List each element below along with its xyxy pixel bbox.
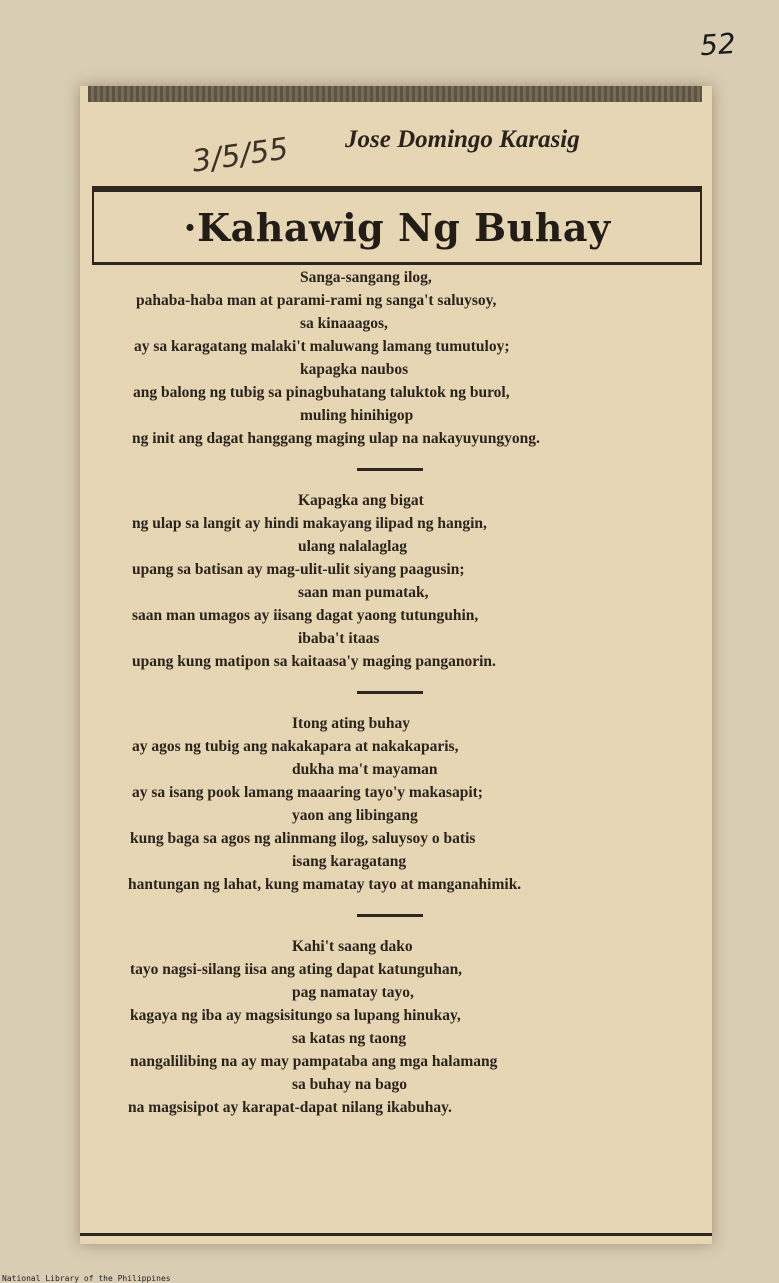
stanza-divider <box>357 914 423 917</box>
newspaper-clipping <box>80 86 712 1244</box>
poem-title: ·Kahawig Ng Buhay <box>183 204 611 250</box>
stanza <box>80 712 712 896</box>
author-name: Jose Domingo Karasig <box>345 126 580 153</box>
poem-line: ay sa karagatang malaki't maluwang lamang tumutuloy; <box>134 338 510 355</box>
poem-line: ng init ang dagat hanggang maging ulap na nakayuyungyong. <box>132 430 540 447</box>
poem-line: na magsisipot ay karapat-dapat nilang ikabuhay. <box>128 1099 452 1116</box>
title-box <box>92 186 702 265</box>
poem-line: isang karagatang <box>292 853 407 870</box>
top-rule <box>88 86 702 102</box>
poem-line: kapagka naubos <box>300 361 409 378</box>
stanza <box>80 489 712 673</box>
poem-line: Sanga-sangang ilog, <box>300 269 432 286</box>
poem-line: dukha ma't mayaman <box>292 761 438 778</box>
poem-line: saan man pumatak, <box>298 584 429 601</box>
poem-line: sa buhay na bago <box>292 1076 408 1093</box>
poem-line: Itong ating buhay <box>292 715 411 732</box>
poem-line: kagaya ng iba ay magsisitungo sa lupang hinukay, <box>130 1007 461 1024</box>
poem-line: pahaba-haba man at parami-rami ng sanga't saluysoy, <box>136 292 497 309</box>
poem-line: Kahi't saang dako <box>292 938 413 955</box>
poem-line: ang balong ng tubig sa pinagbuhatang taluktok ng burol, <box>133 384 510 401</box>
bottom-rule <box>80 1233 712 1236</box>
footer-credit: National Library of the Philippines <box>2 1274 171 1283</box>
poem-line: sa kinaaagos, <box>300 315 388 332</box>
poem-line: muling hinihigop <box>300 407 414 424</box>
poem-line: kung baga sa agos ng alinmang ilog, saluysoy o batis <box>130 830 476 847</box>
poem-line: ulang nalalaglag <box>298 538 407 555</box>
poem-line: upang sa batisan ay mag-ulit-ulit siyang paagusin; <box>132 561 465 578</box>
poem-line: hantungan ng lahat, kung mamatay tayo at manganahimik. <box>128 876 522 893</box>
page-number: 52 <box>698 26 737 63</box>
poem-line: pag namatay tayo, <box>292 984 414 1001</box>
stanza-divider <box>357 468 423 471</box>
poem-line: sa katas ng taong <box>292 1030 407 1047</box>
poem-line: saan man umagos ay iisang dagat yaong tutunguhin, <box>132 607 479 624</box>
stanza <box>80 935 712 1119</box>
poem-line: ibaba't itaas <box>298 630 380 647</box>
poem-line: upang kung matipon sa kaitaasa'y maging panganorin. <box>132 653 496 670</box>
handwritten-date: 3/5/55 <box>190 131 291 180</box>
stanza <box>80 266 712 450</box>
poem-body <box>80 266 712 1119</box>
poem-line: ay agos ng tubig ang nakakapara at nakakaparis, <box>132 738 459 755</box>
stanza-divider <box>357 691 423 694</box>
poem-line: ng ulap sa langit ay hindi makayang ilipad ng hangin, <box>132 515 487 532</box>
poem-line: Kapagka ang bigat <box>298 492 424 509</box>
poem-line: ay sa isang pook lamang maaaring tayo'y makasapit; <box>132 784 483 801</box>
poem-line: tayo nagsi-silang iisa ang ating dapat katunguhan, <box>130 961 463 978</box>
poem-line: yaon ang libingang <box>292 807 418 824</box>
poem-line: nangalilibing na ay may pampataba ang mga halamang <box>130 1053 498 1070</box>
